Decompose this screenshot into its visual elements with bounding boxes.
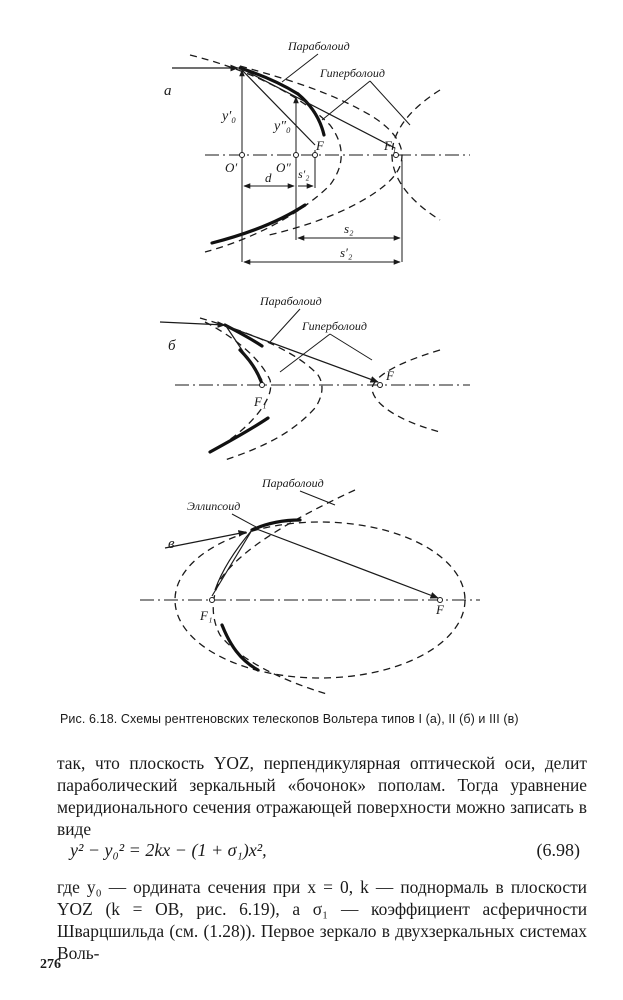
f-label-c: F <box>436 602 444 617</box>
f1-label-b: F₁ <box>254 394 267 409</box>
s2-prime-label: s′₂ <box>340 245 353 260</box>
paraboloid-label-b: Параболоид <box>260 294 322 308</box>
equation-number: (6.98) <box>536 840 580 860</box>
paragraph-2: где y₀ — ордината сечения при x = 0, k — поднормаль в плоскости YOZ (k = OB, рис. 6.19), а σ₁ — коэффициент асферичности Шварцшильда (см. (1.28)). Первое зеркало в двухзеркальных системах Воль- <box>57 877 587 963</box>
paraboloid-leader-b <box>270 309 300 342</box>
f-point-b <box>378 383 383 388</box>
paraboloid-leader-a <box>282 54 318 82</box>
hyperboloid-leader-b <box>280 334 330 372</box>
page-number: 276 <box>40 957 61 972</box>
incoming-ray-c <box>165 532 246 548</box>
ellipsoid-leader-c <box>232 514 258 528</box>
panel-c-label: в <box>168 536 175 552</box>
f1-label-a: F₁ <box>384 138 397 153</box>
o-dprime-point <box>294 153 299 158</box>
hyperboloid-leader-a <box>322 81 370 120</box>
equation-6-98 <box>70 840 580 870</box>
paraboloid-curve-a <box>190 55 341 252</box>
ellipsoid-mirror-c <box>252 520 300 530</box>
paraboloid-label-a: Параболоид <box>288 39 350 53</box>
ellipsoid-label-c: Эллипсоид <box>187 499 241 513</box>
f-point-a <box>313 153 318 158</box>
panel-a <box>164 39 470 262</box>
equation-body: y² − y₀² = 2kx − (1 + σ₁)x², <box>70 840 267 860</box>
s2-label: s₂ <box>344 221 354 236</box>
o-dprime-label: O″ <box>276 160 291 175</box>
reflected-ray-b <box>226 326 378 382</box>
reflected-ray-c2 <box>212 530 252 596</box>
panel-b <box>160 294 470 460</box>
hyperboloid-outer-b <box>372 350 440 432</box>
paraboloid-mirror-a-lower <box>212 205 305 243</box>
hyperboloid-leader-b2 <box>330 334 372 360</box>
y0-dprime-label: y″₀ <box>274 119 291 134</box>
f1-point-a <box>394 153 399 158</box>
hyperboloid-label-b: Гиперболоид <box>302 319 367 333</box>
figure-caption: Рис. 6.18. Схемы рентгеновских телескопов Вольтера типов I (а), II (б) и III (в) <box>60 712 519 726</box>
o-prime-label: O′ <box>225 160 238 175</box>
panel-c <box>140 476 480 695</box>
y0-prime-label: y′₀ <box>222 109 237 124</box>
f1-label-c: F₁ <box>200 608 213 623</box>
s2-prime-small-label: s′₂ <box>298 167 310 181</box>
panel-b-label: б <box>168 338 176 354</box>
paraboloid-mirror-c <box>222 625 258 670</box>
hyperboloid-mirror-b <box>240 350 262 384</box>
f1-point-b <box>260 383 265 388</box>
f-label-a: F <box>316 138 324 153</box>
reflected-ray-a <box>240 68 395 148</box>
paragraph-1: так, что плоскость YOZ, перпендикулярная оптической оси, делит параболический зеркальный «бочонок» пополам. Тогда уравнение меридионального сечения отражающей поверхности можно записать в виде <box>57 753 587 839</box>
paraboloid-label-c: Параболоид <box>262 476 324 490</box>
panel-a-label: а <box>164 83 172 99</box>
f1-point-c <box>210 598 215 603</box>
d-label: d <box>265 170 272 185</box>
paraboloid-leader-c <box>300 491 335 505</box>
hyperboloid-label-a: Гиперболоид <box>320 66 385 80</box>
f-label-b: F <box>386 368 394 383</box>
o-prime-point <box>240 153 245 158</box>
paraboloid-mirror-b-lower <box>210 418 268 452</box>
